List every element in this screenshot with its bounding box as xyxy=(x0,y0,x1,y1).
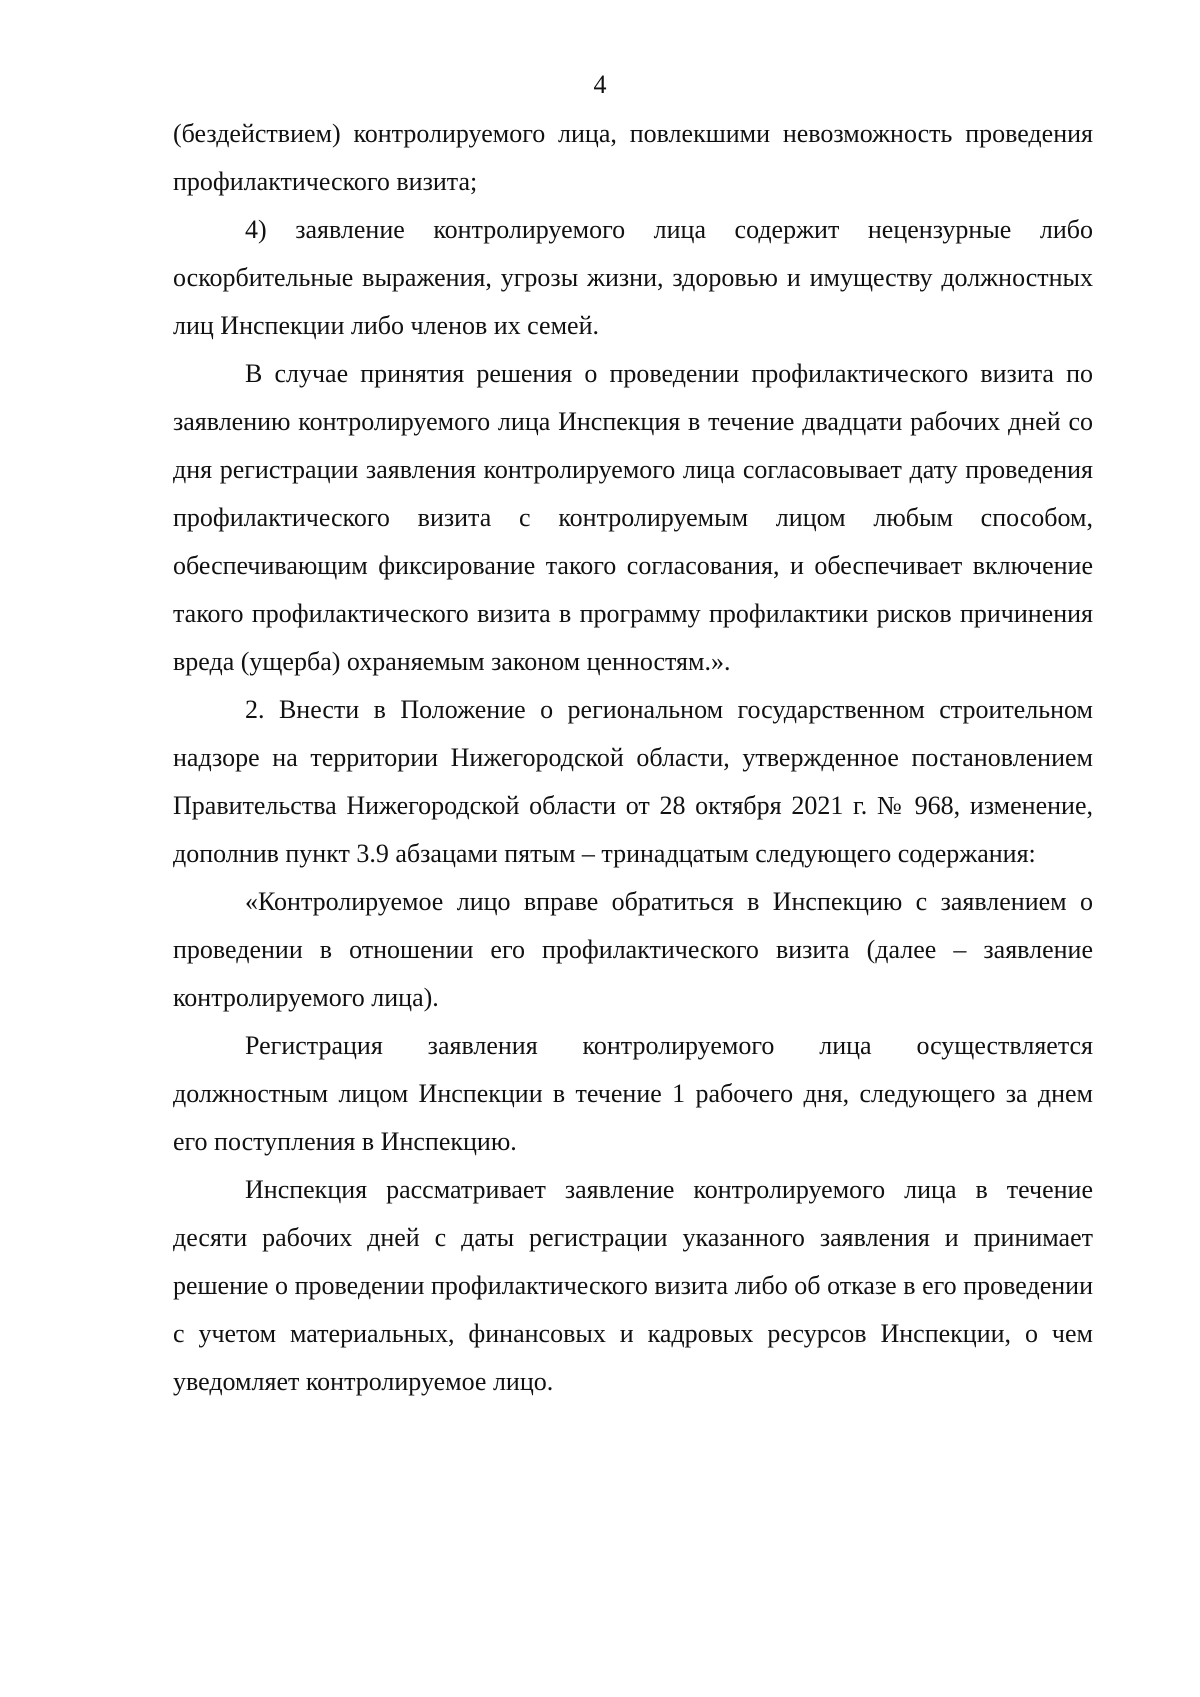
paragraph-item-4: 4) заявление контролируемого лица содержит нецензурные либо оскорбительные выражения, угрозы жизни, здоровью и имуществу должностных лиц Инспекции либо членов их семей. xyxy=(173,215,1093,340)
paragraph-visit-approval: В случае принятия решения о проведении профилактического визита по заявлению контролируемого лица Инспекция в течение двадцати рабочих дней со дня регистрации заявления контролируемого лица согласовывает дату проведения профилактического визита с контролируемым лицом любым способом, обеспечивающим фиксирование такого согласования, и обеспечивает включение такого профилактического визита в программу профилактики рисков причинения вреда (ущерба) охраняемым законом ценностям.». xyxy=(173,359,1093,676)
page-number: 4 xyxy=(593,70,607,99)
paragraph-review: Инспекция рассматривает заявление контролируемого лица в течение десяти рабочих дней с даты регистрации указанного заявления и принимает решение о проведении профилактического визита либо об отказе в его проведении с учетом материальных, финансовых и кадровых ресурсов Инспекции, о чем уведомляет контролируемое лицо. xyxy=(173,1175,1093,1396)
paragraph-amendment-2: 2. Внести в Положение о региональном государственном строительном надзоре на территории Нижегородской области, утвержденное постановлением Правительства Нижегородской области от 28 октября 2021 г. № 968, изменение, дополнив пункт 3.9 абзацами пятым – тринадцатым следующего содержания: xyxy=(173,695,1093,868)
paragraph-continuation: (бездействием) контролируемого лица, повлекшими невозможность проведения профилактического визита; xyxy=(173,119,1093,196)
paragraph-registration: Регистрация заявления контролируемого лица осуществляется должностным лицом Инспекции в течение 1 рабочего дня, следующего за днем его поступления в Инспекцию. xyxy=(173,1031,1093,1156)
document-body xyxy=(173,110,1093,1406)
paragraph-quoted-application: «Контролируемое лицо вправе обратиться в Инспекцию с заявлением о проведении в отношении его профилактического визита (далее – заявление контролируемого лица). xyxy=(173,887,1093,1012)
